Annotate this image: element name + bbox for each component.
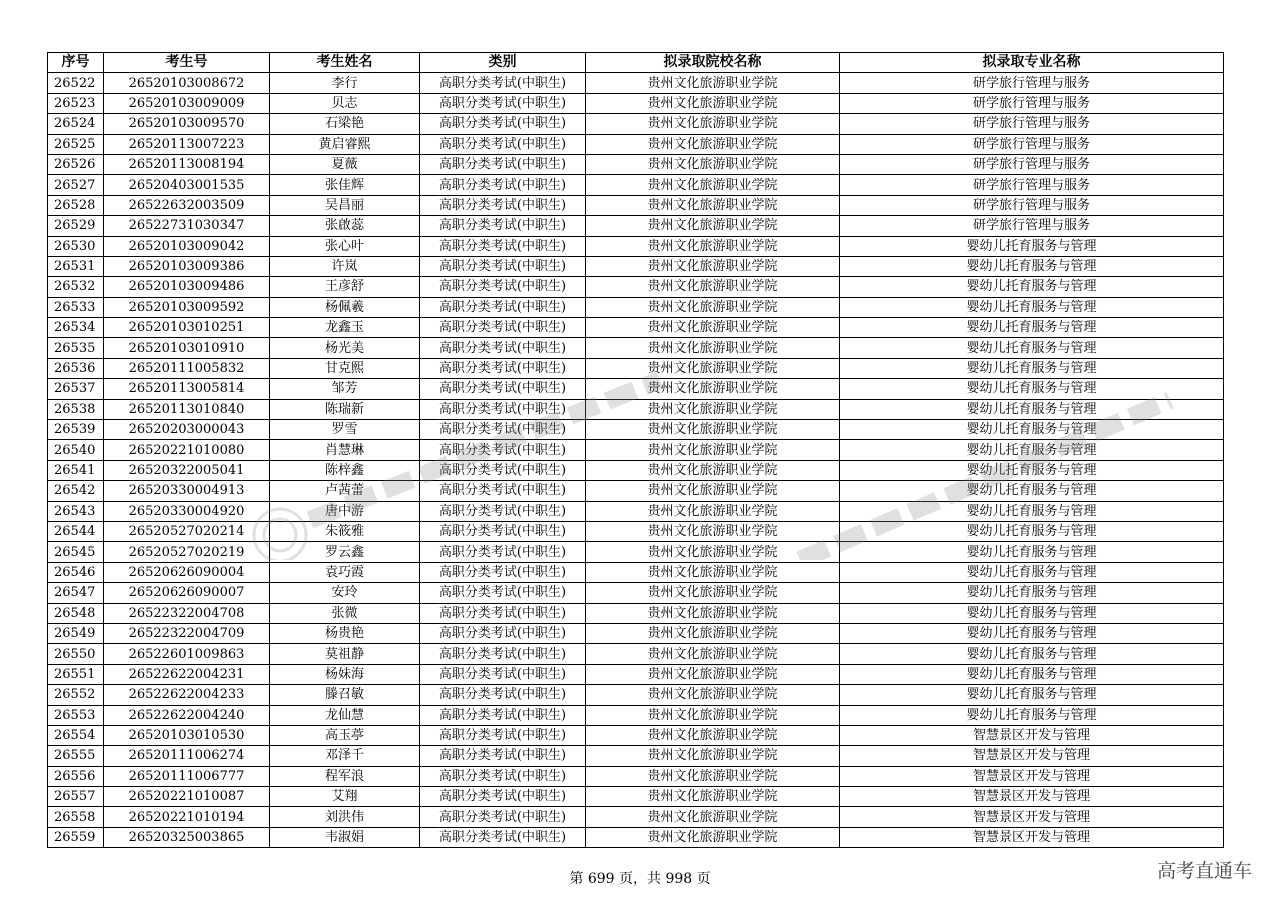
cell-college: 贵州文化旅游职业学院 (586, 460, 840, 480)
table-row (48, 93, 1224, 113)
cell-category: 高职分类考试(中职生) (420, 583, 586, 603)
cell-major: 智慧景区开发与管理 (840, 787, 1224, 807)
cell-exam-id: 26520322005041 (104, 460, 270, 480)
cell-category: 高职分类考试(中职生) (420, 440, 586, 460)
cell-exam-id: 26520103009592 (104, 297, 270, 317)
cell-student-name: 莫祖静 (270, 644, 420, 664)
cell-student-name: 滕召敏 (270, 685, 420, 705)
cell-serial: 26538 (48, 399, 104, 419)
table-row (48, 562, 1224, 582)
table-row (48, 420, 1224, 440)
cell-exam-id: 26520113005814 (104, 379, 270, 399)
cell-college: 贵州文化旅游职业学院 (586, 807, 840, 827)
cell-major: 研学旅行管理与服务 (840, 154, 1224, 174)
cell-category: 高职分类考试(中职生) (420, 603, 586, 623)
cell-exam-id: 26520203000043 (104, 420, 270, 440)
table-row (48, 318, 1224, 338)
cell-college: 贵州文化旅游职业学院 (586, 623, 840, 643)
cell-college: 贵州文化旅游职业学院 (586, 766, 840, 786)
cell-category: 高职分类考试(中职生) (420, 460, 586, 480)
cell-category: 高职分类考试(中职生) (420, 236, 586, 256)
cell-exam-id: 26520113008194 (104, 154, 270, 174)
cell-exam-id: 26522322004709 (104, 623, 270, 643)
cell-student-name: 黄启睿熙 (270, 134, 420, 154)
cell-college: 贵州文化旅游职业学院 (586, 521, 840, 541)
cell-serial: 26523 (48, 93, 104, 113)
cell-serial: 26531 (48, 256, 104, 276)
cell-student-name: 唐中游 (270, 501, 420, 521)
cell-serial: 26554 (48, 725, 104, 745)
cell-category: 高职分类考试(中职生) (420, 134, 586, 154)
cell-major: 婴幼儿托育服务与管理 (840, 420, 1224, 440)
cell-major: 婴幼儿托育服务与管理 (840, 297, 1224, 317)
cell-student-name: 杨妹海 (270, 664, 420, 684)
cell-major: 智慧景区开发与管理 (840, 725, 1224, 745)
cell-major: 婴幼儿托育服务与管理 (840, 318, 1224, 338)
cell-exam-id: 26520113007223 (104, 134, 270, 154)
cell-college: 贵州文化旅游职业学院 (586, 236, 840, 256)
cell-major: 婴幼儿托育服务与管理 (840, 623, 1224, 643)
cell-college: 贵州文化旅游职业学院 (586, 338, 840, 358)
table-row (48, 481, 1224, 501)
header-college: 拟录取院校名称 (586, 53, 840, 73)
cell-category: 高职分类考试(中职生) (420, 481, 586, 501)
cell-college: 贵州文化旅游职业学院 (586, 603, 840, 623)
cell-college: 贵州文化旅游职业学院 (586, 664, 840, 684)
cell-category: 高职分类考试(中职生) (420, 73, 586, 93)
cell-major: 研学旅行管理与服务 (840, 114, 1224, 134)
cell-major: 研学旅行管理与服务 (840, 73, 1224, 93)
cell-exam-id: 26520330004913 (104, 481, 270, 501)
cell-category: 高职分类考试(中职生) (420, 277, 586, 297)
cell-college: 贵州文化旅游职业学院 (586, 256, 840, 276)
table-row (48, 664, 1224, 684)
cell-serial: 26529 (48, 216, 104, 236)
cell-exam-id: 26520221010194 (104, 807, 270, 827)
cell-category: 高职分类考试(中职生) (420, 542, 586, 562)
cell-category: 高职分类考试(中职生) (420, 644, 586, 664)
cell-college: 贵州文化旅游职业学院 (586, 481, 840, 501)
cell-college: 贵州文化旅游职业学院 (586, 358, 840, 378)
cell-category: 高职分类考试(中职生) (420, 623, 586, 643)
cell-exam-id: 26520103009009 (104, 93, 270, 113)
cell-serial: 26551 (48, 664, 104, 684)
cell-major: 研学旅行管理与服务 (840, 216, 1224, 236)
cell-college: 贵州文化旅游职业学院 (586, 440, 840, 460)
cell-college: 贵州文化旅游职业学院 (586, 93, 840, 113)
table-row (48, 277, 1224, 297)
cell-student-name: 杨光美 (270, 338, 420, 358)
cell-serial: 26539 (48, 420, 104, 440)
cell-college: 贵州文化旅游职业学院 (586, 195, 840, 215)
cell-student-name: 邓泽千 (270, 746, 420, 766)
cell-student-name: 甘克熙 (270, 358, 420, 378)
cell-exam-id: 26520103010910 (104, 338, 270, 358)
table-row (48, 440, 1224, 460)
cell-exam-id: 26522622004240 (104, 705, 270, 725)
cell-serial: 26540 (48, 440, 104, 460)
cell-student-name: 罗云鑫 (270, 542, 420, 562)
table-row (48, 256, 1224, 276)
table-row (48, 766, 1224, 786)
cell-major: 研学旅行管理与服务 (840, 93, 1224, 113)
cell-student-name: 吴昌丽 (270, 195, 420, 215)
cell-student-name: 高玉葶 (270, 725, 420, 745)
cell-college: 贵州文化旅游职业学院 (586, 644, 840, 664)
table-row (48, 827, 1224, 847)
cell-exam-id: 26520626090007 (104, 583, 270, 603)
cell-student-name: 安玲 (270, 583, 420, 603)
cell-category: 高职分类考试(中职生) (420, 562, 586, 582)
admission-table (47, 52, 1224, 848)
cell-exam-id: 26520103009486 (104, 277, 270, 297)
cell-college: 贵州文化旅游职业学院 (586, 725, 840, 745)
cell-serial: 26534 (48, 318, 104, 338)
cell-major: 婴幼儿托育服务与管理 (840, 399, 1224, 419)
cell-student-name: 刘洪伟 (270, 807, 420, 827)
cell-exam-id: 26522622004233 (104, 685, 270, 705)
cell-category: 高职分类考试(中职生) (420, 399, 586, 419)
brand-label: 高考直通车 (1156, 860, 1252, 882)
cell-exam-id: 26520330004920 (104, 501, 270, 521)
cell-major: 婴幼儿托育服务与管理 (840, 521, 1224, 541)
header-category: 类别 (420, 53, 586, 73)
table-row (48, 787, 1224, 807)
table-row (48, 216, 1224, 236)
cell-student-name: 艾翔 (270, 787, 420, 807)
cell-serial: 26557 (48, 787, 104, 807)
cell-category: 高职分类考试(中职生) (420, 379, 586, 399)
cell-major: 智慧景区开发与管理 (840, 766, 1224, 786)
cell-student-name: 杨佩羲 (270, 297, 420, 317)
cell-student-name: 王彦舒 (270, 277, 420, 297)
cell-student-name: 陈梓鑫 (270, 460, 420, 480)
cell-serial: 26537 (48, 379, 104, 399)
table-row (48, 501, 1224, 521)
cell-exam-id: 26520113010840 (104, 399, 270, 419)
cell-major: 婴幼儿托育服务与管理 (840, 256, 1224, 276)
cell-exam-id: 26520403001535 (104, 175, 270, 195)
table-row (48, 807, 1224, 827)
cell-student-name: 张心叶 (270, 236, 420, 256)
cell-student-name: 朱筱雅 (270, 521, 420, 541)
cell-exam-id: 26522622004231 (104, 664, 270, 684)
cell-serial: 26545 (48, 542, 104, 562)
cell-college: 贵州文化旅游职业学院 (586, 583, 840, 603)
cell-category: 高职分类考试(中职生) (420, 154, 586, 174)
cell-student-name: 韦淑娟 (270, 827, 420, 847)
cell-major: 婴幼儿托育服务与管理 (840, 236, 1224, 256)
cell-college: 贵州文化旅游职业学院 (586, 216, 840, 236)
table-row (48, 603, 1224, 623)
cell-major: 婴幼儿托育服务与管理 (840, 664, 1224, 684)
cell-category: 高职分类考试(中职生) (420, 338, 586, 358)
cell-category: 高职分类考试(中职生) (420, 358, 586, 378)
cell-student-name: 张微 (270, 603, 420, 623)
cell-category: 高职分类考试(中职生) (420, 256, 586, 276)
cell-exam-id: 26520111006777 (104, 766, 270, 786)
cell-serial: 26530 (48, 236, 104, 256)
cell-exam-id: 26522731030347 (104, 216, 270, 236)
cell-serial: 26555 (48, 746, 104, 766)
cell-college: 贵州文化旅游职业学院 (586, 501, 840, 521)
cell-serial: 26543 (48, 501, 104, 521)
table-row (48, 685, 1224, 705)
cell-category: 高职分类考试(中职生) (420, 787, 586, 807)
cell-student-name: 张佳辉 (270, 175, 420, 195)
cell-major: 研学旅行管理与服务 (840, 175, 1224, 195)
cell-major: 婴幼儿托育服务与管理 (840, 481, 1224, 501)
table-row (48, 297, 1224, 317)
cell-category: 高职分类考试(中职生) (420, 501, 586, 521)
cell-serial: 26548 (48, 603, 104, 623)
header-major: 拟录取专业名称 (840, 53, 1224, 73)
cell-major: 婴幼儿托育服务与管理 (840, 338, 1224, 358)
header-exam-id: 考生号 (104, 53, 270, 73)
cell-major: 婴幼儿托育服务与管理 (840, 644, 1224, 664)
cell-student-name: 程军浪 (270, 766, 420, 786)
table-row (48, 154, 1224, 174)
table-row (48, 623, 1224, 643)
cell-student-name: 杨贵艳 (270, 623, 420, 643)
cell-category: 高职分类考试(中职生) (420, 746, 586, 766)
table-row (48, 746, 1224, 766)
cell-student-name: 龙仙慧 (270, 705, 420, 725)
cell-exam-id: 26520626090004 (104, 562, 270, 582)
cell-exam-id: 26520527020219 (104, 542, 270, 562)
cell-college: 贵州文化旅游职业学院 (586, 154, 840, 174)
cell-exam-id: 26522601009863 (104, 644, 270, 664)
cell-category: 高职分类考试(中职生) (420, 725, 586, 745)
cell-category: 高职分类考试(中职生) (420, 420, 586, 440)
cell-serial: 26536 (48, 358, 104, 378)
cell-serial: 26550 (48, 644, 104, 664)
cell-major: 婴幼儿托育服务与管理 (840, 460, 1224, 480)
cell-student-name: 许岚 (270, 256, 420, 276)
cell-category: 高职分类考试(中职生) (420, 766, 586, 786)
table-row (48, 399, 1224, 419)
cell-major: 婴幼儿托育服务与管理 (840, 685, 1224, 705)
table-row (48, 358, 1224, 378)
cell-serial: 26552 (48, 685, 104, 705)
cell-category: 高职分类考试(中职生) (420, 705, 586, 725)
cell-exam-id: 26520111005832 (104, 358, 270, 378)
table-row (48, 725, 1224, 745)
table-row (48, 134, 1224, 154)
cell-category: 高职分类考试(中职生) (420, 216, 586, 236)
admission-table-container (47, 52, 1223, 848)
cell-college: 贵州文化旅游职业学院 (586, 318, 840, 338)
cell-college: 贵州文化旅游职业学院 (586, 827, 840, 847)
cell-student-name: 陈瑞新 (270, 399, 420, 419)
cell-serial: 26524 (48, 114, 104, 134)
cell-student-name: 贝志 (270, 93, 420, 113)
cell-category: 高职分类考试(中职生) (420, 664, 586, 684)
cell-serial: 26542 (48, 481, 104, 501)
cell-serial: 26525 (48, 134, 104, 154)
cell-exam-id: 26520111006274 (104, 746, 270, 766)
cell-serial: 26553 (48, 705, 104, 725)
cell-major: 婴幼儿托育服务与管理 (840, 562, 1224, 582)
cell-category: 高职分类考试(中职生) (420, 807, 586, 827)
cell-college: 贵州文化旅游职业学院 (586, 562, 840, 582)
cell-serial: 26528 (48, 195, 104, 215)
cell-college: 贵州文化旅游职业学院 (586, 114, 840, 134)
table-row (48, 542, 1224, 562)
cell-college: 贵州文化旅游职业学院 (586, 297, 840, 317)
cell-serial: 26526 (48, 154, 104, 174)
cell-college: 贵州文化旅游职业学院 (586, 542, 840, 562)
cell-serial: 26532 (48, 277, 104, 297)
cell-student-name: 肖慧琳 (270, 440, 420, 460)
cell-category: 高职分类考试(中职生) (420, 175, 586, 195)
cell-student-name: 邹芳 (270, 379, 420, 399)
cell-serial: 26522 (48, 73, 104, 93)
cell-student-name: 罗雪 (270, 420, 420, 440)
cell-serial: 26533 (48, 297, 104, 317)
cell-major: 婴幼儿托育服务与管理 (840, 379, 1224, 399)
cell-college: 贵州文化旅游职业学院 (586, 175, 840, 195)
cell-exam-id: 26520103009386 (104, 256, 270, 276)
cell-college: 贵州文化旅游职业学院 (586, 705, 840, 725)
cell-exam-id: 26522322004708 (104, 603, 270, 623)
cell-college: 贵州文化旅游职业学院 (586, 420, 840, 440)
table-row (48, 379, 1224, 399)
cell-major: 婴幼儿托育服务与管理 (840, 542, 1224, 562)
cell-category: 高职分类考试(中职生) (420, 93, 586, 113)
cell-serial: 26556 (48, 766, 104, 786)
cell-major: 婴幼儿托育服务与管理 (840, 705, 1224, 725)
cell-major: 婴幼儿托育服务与管理 (840, 277, 1224, 297)
table-row (48, 338, 1224, 358)
table-row (48, 460, 1224, 480)
cell-major: 婴幼儿托育服务与管理 (840, 440, 1224, 460)
cell-college: 贵州文化旅游职业学院 (586, 746, 840, 766)
cell-exam-id: 26520221010087 (104, 787, 270, 807)
cell-category: 高职分类考试(中职生) (420, 114, 586, 134)
page-footer: 第 699 页，共 998 页 (569, 871, 711, 887)
header-student-name: 考生姓名 (270, 53, 420, 73)
cell-serial: 26559 (48, 827, 104, 847)
cell-exam-id: 26520221010080 (104, 440, 270, 460)
cell-major: 婴幼儿托育服务与管理 (840, 603, 1224, 623)
cell-college: 贵州文化旅游职业学院 (586, 134, 840, 154)
table-row (48, 236, 1224, 256)
cell-college: 贵州文化旅游职业学院 (586, 277, 840, 297)
cell-exam-id: 26520103010530 (104, 725, 270, 745)
cell-exam-id: 26520103009570 (104, 114, 270, 134)
cell-college: 贵州文化旅游职业学院 (586, 685, 840, 705)
table-row (48, 521, 1224, 541)
cell-exam-id: 26520325003865 (104, 827, 270, 847)
cell-student-name: 卢茜蕾 (270, 481, 420, 501)
cell-major: 婴幼儿托育服务与管理 (840, 358, 1224, 378)
table-row (48, 644, 1224, 664)
cell-student-name: 李行 (270, 73, 420, 93)
cell-serial: 26535 (48, 338, 104, 358)
cell-college: 贵州文化旅游职业学院 (586, 787, 840, 807)
cell-student-name: 石梁艳 (270, 114, 420, 134)
cell-college: 贵州文化旅游职业学院 (586, 73, 840, 93)
cell-serial: 26558 (48, 807, 104, 827)
cell-category: 高职分类考试(中职生) (420, 685, 586, 705)
cell-serial: 26541 (48, 460, 104, 480)
cell-student-name: 夏薇 (270, 154, 420, 174)
header-serial: 序号 (48, 53, 104, 73)
cell-major: 婴幼儿托育服务与管理 (840, 501, 1224, 521)
cell-college: 贵州文化旅游职业学院 (586, 379, 840, 399)
cell-college: 贵州文化旅游职业学院 (586, 399, 840, 419)
cell-student-name: 龙鑫玉 (270, 318, 420, 338)
cell-exam-id: 26520103010251 (104, 318, 270, 338)
cell-exam-id: 26522632003509 (104, 195, 270, 215)
cell-category: 高职分类考试(中职生) (420, 521, 586, 541)
cell-serial: 26549 (48, 623, 104, 643)
cell-major: 研学旅行管理与服务 (840, 195, 1224, 215)
cell-exam-id: 26520103008672 (104, 73, 270, 93)
cell-student-name: 袁巧霞 (270, 562, 420, 582)
cell-category: 高职分类考试(中职生) (420, 318, 586, 338)
cell-major: 智慧景区开发与管理 (840, 746, 1224, 766)
cell-student-name: 张啟蕊 (270, 216, 420, 236)
cell-major: 研学旅行管理与服务 (840, 134, 1224, 154)
cell-serial: 26527 (48, 175, 104, 195)
table-body (48, 73, 1224, 848)
cell-exam-id: 26520527020214 (104, 521, 270, 541)
table-row (48, 73, 1224, 93)
table-row (48, 705, 1224, 725)
cell-category: 高职分类考试(中职生) (420, 195, 586, 215)
table-row (48, 195, 1224, 215)
cell-major: 智慧景区开发与管理 (840, 827, 1224, 847)
table-row (48, 114, 1224, 134)
cell-category: 高职分类考试(中职生) (420, 297, 586, 317)
cell-serial: 26547 (48, 583, 104, 603)
cell-serial: 26546 (48, 562, 104, 582)
table-header-row (48, 53, 1224, 73)
table-row (48, 175, 1224, 195)
cell-serial: 26544 (48, 521, 104, 541)
table-row (48, 583, 1224, 603)
cell-category: 高职分类考试(中职生) (420, 827, 586, 847)
cell-exam-id: 26520103009042 (104, 236, 270, 256)
cell-major: 智慧景区开发与管理 (840, 807, 1224, 827)
cell-major: 婴幼儿托育服务与管理 (840, 583, 1224, 603)
